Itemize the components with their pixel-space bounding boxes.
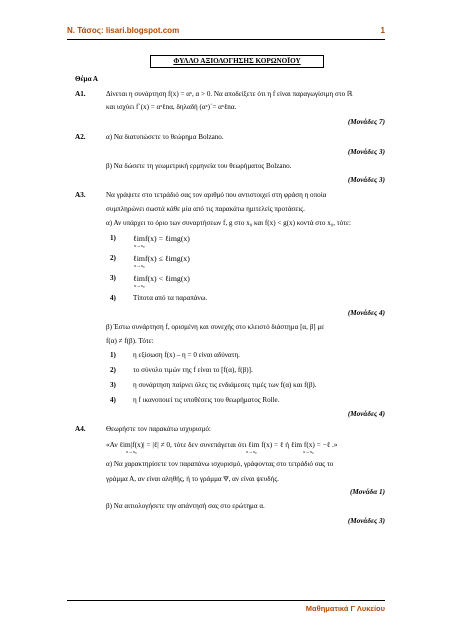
- a1-marks: (Μονάδες 7): [347, 118, 385, 126]
- a4-label: Α4.: [75, 425, 86, 433]
- a3-b2: το σύνολο τιμών της f είναι το [f(α), f(β)].: [133, 366, 253, 374]
- a3-label: Α3.: [75, 191, 86, 199]
- header-rule: [67, 39, 385, 40]
- a2-b-marks: (Μονάδες 3): [347, 176, 385, 184]
- a3-opt1-sub: x→x₀: [134, 243, 145, 248]
- a2-a-marks: (Μονάδες 3): [347, 148, 385, 156]
- a3-b3: η συνάρτηση παίρνει όλες τις ενδιάμεσες τιμές των f(α) και f(β).: [133, 381, 317, 389]
- a3-b-intro-1: β) Έστω συνάρτηση f, ορισμένη και συνεχής στο κλειστό διάστημα [α, β] με: [106, 323, 325, 331]
- a3-a-marks: (Μονάδες 4): [347, 309, 385, 317]
- a4-claim-sub-3: x→x₀: [303, 449, 314, 454]
- worksheet-title: ΦΥΛΛΟ ΑΞΙΟΛΟΓΗΣΗΣ ΚΟΡΩΝΟΪΟΥ: [150, 55, 324, 68]
- a3-opt2-sub: x→x₀: [134, 263, 145, 268]
- a3-b2-num: 2): [110, 366, 116, 374]
- a4-a-marks: (Μονάδα 1): [350, 488, 385, 496]
- a4-claim-sub-2: x→x₀: [246, 449, 257, 454]
- a3-opt1: ℓimf(x) = ℓimg(x): [133, 234, 190, 243]
- a4-a-line-1: α) Να χαρακτηρίσετε τον παραπάνω ισχυρισμό, γράφοντας στο τετράδιό σας το: [106, 460, 334, 468]
- a3-opt2: ℓimf(x) ≤ ℓimg(x): [133, 254, 190, 263]
- a3-opt3: ℓimf(x) < ℓimg(x): [133, 274, 190, 283]
- a3-b-marks: (Μονάδες 4): [347, 410, 385, 418]
- a3-a-intro: α) Αν υπάρχει το όριο των συναρτήσεων f, g στο x₀ και f(x) < g(x) κοντά στο x₀, τότε:: [106, 219, 351, 227]
- footer-rule: [67, 600, 385, 601]
- a3-b1: η εξίσωση f(x) – η = 0 είναι αδύνατη.: [133, 351, 240, 359]
- a1-label: Α1.: [75, 90, 86, 98]
- a3-opt3-sub: x→x₀: [134, 283, 145, 288]
- a4-a-line-2: γράμμα Α, αν είναι αληθής, ή το γράμμα Ψ, αν είναι ψευδής.: [106, 475, 279, 483]
- a2-part-a: α) Να διατυπώσετε το θεώρημα Bolzano.: [106, 133, 224, 141]
- a3-intro-2: συμπληρώνει σωστά κάθε μία από τις παρακάτω ημιτελείς προτάσεις.: [106, 205, 305, 213]
- a3-b-intro-2: f(α) ≠ f(β). Τότε:: [106, 337, 154, 345]
- a3-b1-num: 1): [110, 351, 116, 359]
- a3-opt4: Τίποτα από τα παραπάνω.: [133, 294, 208, 302]
- a3-opt4-num: 4): [110, 294, 116, 302]
- a1-line-1: Δίνεται η συνάρτηση f(x) = αˣ, α > 0. Να αποδείξετε ότι η f είναι παραγωγίσιμη στο ℝ: [106, 90, 353, 98]
- a3-opt3-num: 3): [110, 274, 116, 282]
- a2-label: Α2.: [75, 133, 86, 141]
- a4-claim: «Αν ℓim|f(x)| = |ℓ| ≠ 0, τότε δεν συνεπάγεται ότι ℓim f(x) = ℓ ή ℓim f(x) = −ℓ .»: [106, 440, 338, 449]
- a3-opt2-num: 2): [110, 254, 116, 262]
- page-footer: Μαθηματικά Γ Λυκείου: [305, 604, 385, 613]
- a3-b4: η f ικανοποιεί τις υποθέσεις του θεωρήματος Rolle.: [133, 396, 280, 404]
- a3-b3-num: 3): [110, 381, 116, 389]
- a3-b4-num: 4): [110, 396, 116, 404]
- a1-line-2: και ισχύει f΄(x) = αˣℓnα, δηλαδή (αˣ)΄= αˣℓnα.: [106, 103, 237, 111]
- page-number: 1: [380, 26, 385, 35]
- theme-heading: Θέμα Α: [75, 75, 99, 83]
- a4-intro: Θεωρήστε τον παρακάτω ισχυρισμό:: [106, 425, 211, 433]
- a4-claim-sub-1: x→x₀: [126, 449, 137, 454]
- a3-intro-1: Να γράψετε στο τετράδιό σας τον αριθμό που αντιστοιχεί στη φράση η οποία: [106, 191, 327, 199]
- a3-opt1-num: 1): [110, 234, 116, 242]
- a4-part-b: β) Να αιτιολογήσετε την απάντησή σας στο ερώτημα α.: [106, 502, 265, 510]
- page-header: [67, 26, 385, 40]
- a2-part-b: β) Να δώσετε τη γεωμετρική ερμηνεία του θεωρήματος Bolzano.: [106, 162, 292, 170]
- header-author: Ν. Τάσος: lisari.blogspot.com: [67, 26, 180, 35]
- a4-b-marks: (Μονάδες 3): [347, 517, 385, 525]
